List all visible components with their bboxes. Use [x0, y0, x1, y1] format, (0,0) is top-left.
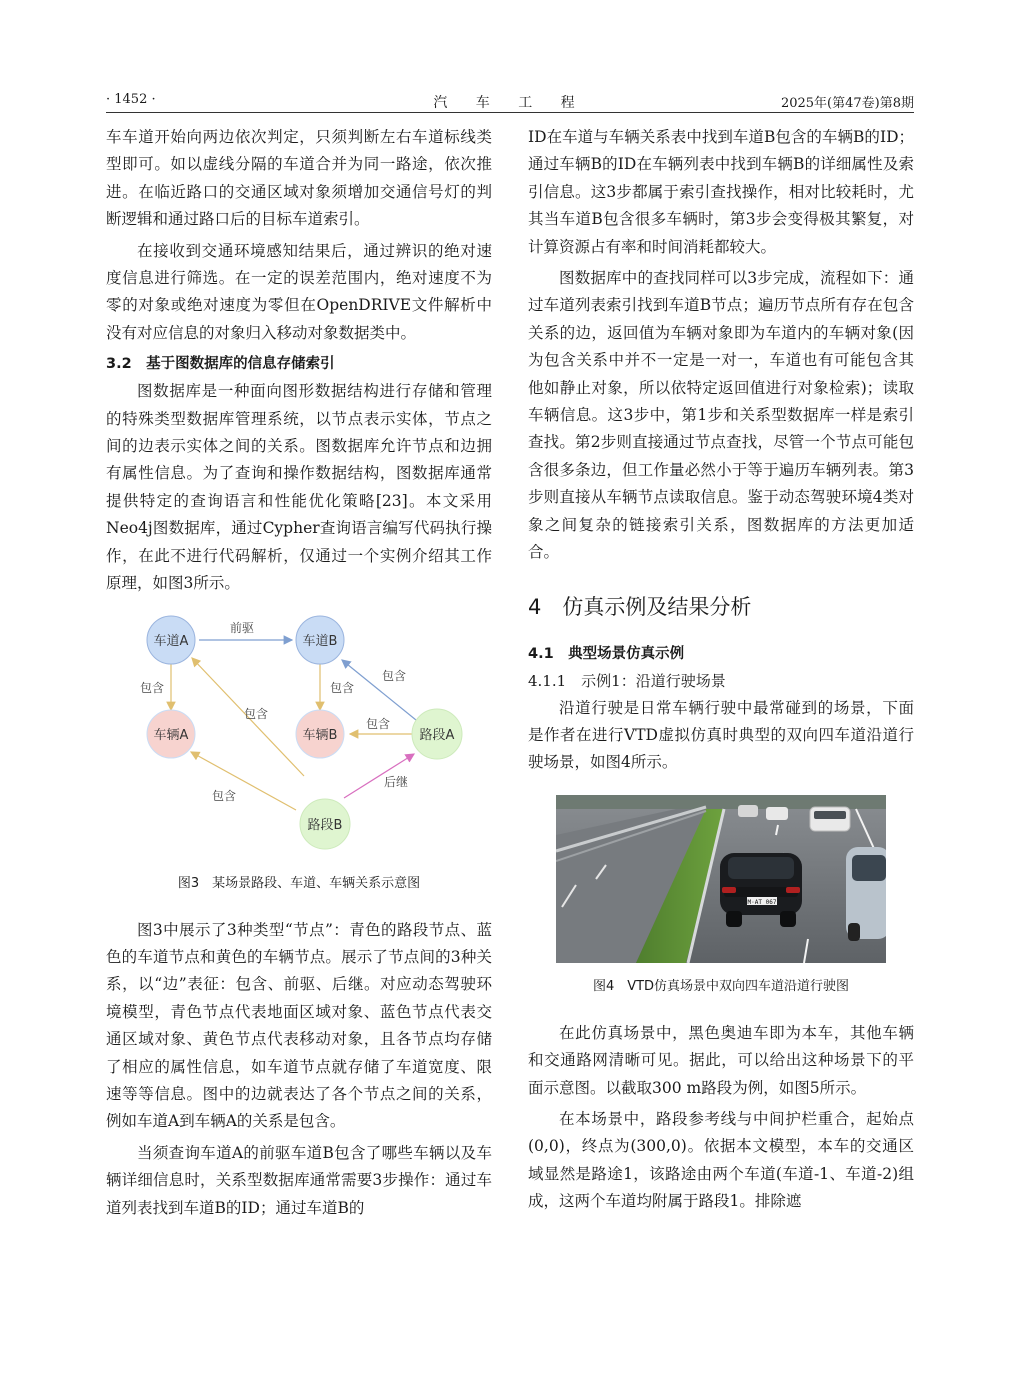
paragraph: 在接收到交通环境感知结果后，通过辨识的绝对速度信息进行筛选。在一定的误差范围内，绝对速度不为零的对象或绝对速度为零但在OpenDRIVE文件解析中没有对应信息的对象归入移动对象数据类中。: [106, 241, 492, 342]
running-header: [106, 90, 914, 113]
paragraph: 当须查询车道A的前驱车道B包含了哪些车辆以及车辆详细信息时，关系型数据库通常需要3步操作：通过车道列表找到车道B的ID；通过车道B的: [106, 1143, 492, 1217]
journal-name: 汽 车 工 程: [433, 95, 587, 111]
relation-diagram: [106, 614, 492, 864]
edge-label-contains: 包含: [139, 680, 165, 695]
paragraph: ID在车道与车辆关系表中找到车道B包含的车辆B的ID；通过车辆B的ID在车辆列表中找到车辆B的详细属性及索引信息。这3步都属于索引查找操作，相对比较耗时，尤其当车道B包含很多车辆时，第3步会变得极其繁复，对计算资源占有率和时间消耗都较大。: [528, 128, 914, 256]
license-plate: M·AT 067: [747, 898, 777, 906]
paragraph: 图3中展示了3种类型“节点”：青色的路段节点、蓝色的车道节点和黄色的车辆节点。展示了节点间的3种关系，以“边”表征：包含、前驱、后继。对应动态驾驶环境模型，青色节点代表地面区域对象、蓝色节点代表交通区域对象、黄色节点代表移动对象，且各节点均存储了相应的属性信息，如车道节点就存储了车道宽度、限速等等信息。图中的边就表达了各个节点之间的关系，例如车道A到车辆A的关系是包含。: [106, 920, 492, 1131]
issue-info: 2025年(第47卷)第8期: [780, 96, 914, 111]
edge-label-successor: 后继: [383, 774, 409, 789]
section-heading-3-2: 3.2 基于图数据库的信息存储索引: [106, 356, 335, 373]
left-column: [106, 124, 492, 1226]
figure-4-simulation-image: [556, 795, 886, 963]
edge-contains: [191, 752, 296, 810]
edge-label-contains: 包含: [365, 716, 391, 731]
figure-4-caption: 图4 VTD仿真场景中双向四车道沿道行驶图: [592, 978, 850, 994]
right-column: [528, 124, 914, 1220]
paragraph: 沿道行驶是日常车辆行驶中最常碰到的场景，下面是作者在进行VTD虚拟仿真时典型的双向四车道沿道行驶场景，如图4所示。: [528, 698, 914, 772]
paragraph: 图数据库中的查找同样可以3步完成，流程如下：通过车道列表索引找到车道B节点；遍历节点所有存在包含关系的边，返回值为车辆对象即为车道内的车辆对象(因为包含关系中并不一定是一对一，车道也有可能包含其他如静止对象，所以依特定返回值进行对象检索)；读取车辆信息。这3步中，第1步和关系型数据库一样是索引查找。第2步则直接通过节点查找，尽管一个节点可能包含很多条边，但工作量必然小于等于遍历车辆列表。第3步则直接从车辆节点读取信息。鉴于动态驾驶环境4类对象之间复杂的链接索引关系，图数据库的方法更加适合。: [528, 269, 914, 562]
section-heading-4: 4 仿真示例及结果分析: [528, 594, 752, 619]
paragraph: 图数据库是一种面向图形数据结构进行存储和管理的特殊类型数据库管理系统，以节点表示实体，节点之间的边表示实体之间的关系。图数据库允许节点和边拥有属性信息。为了查询和操作数据结构，图数据库通常提供特定的查询语言和性能优化策略[23]。本文采用Neo4j图数据库，通过Cypher查询语言编写代码执行操作，在此不进行代码解析，仅通过一个实例介绍其工作原理，如图3所示。: [106, 382, 492, 593]
edge-label-contains: 包含: [243, 706, 269, 721]
label-vehicle-a: 车辆A: [153, 727, 189, 743]
label-vehicle-b: 车辆B: [302, 727, 338, 743]
label-lane-a: 车道A: [153, 633, 189, 649]
label-lane-b: 车道B: [302, 633, 338, 649]
paragraph: 在本场景中，路段参考线与中间护栏重合，起始点(0,0)，终点为(300,0)。依据本文模型，本车的交通区域显然是路途1，该路途由两个车道(车道-1、车道-2)组成，这两个车道均附属于路段1。排除遮: [528, 1109, 914, 1211]
label-road-b: 路段B: [307, 817, 343, 833]
edge-label-contains: 包含: [211, 788, 237, 803]
simulation-scene: [556, 795, 886, 963]
figure-3: [106, 614, 492, 864]
edge-label-contains: 包含: [381, 668, 407, 683]
subsection-heading-4-1-1: 4.1.1 示例1：沿道行驶场景: [528, 671, 726, 690]
section-heading-4-1: 4.1 典型场景仿真示例: [528, 645, 685, 662]
figure-3-caption: 图3 某场景路段、车道、车辆关系示意图: [177, 875, 421, 891]
page-number: · 1452 ·: [106, 92, 156, 107]
paragraph: 在此仿真场景中，黑色奥迪车即为本车，其他车辆和交通路网清晰可见。据此，可以给出这种场景下的平面示意图。以截取300 m路段为例，如图5所示。: [528, 1023, 914, 1097]
edge-label-contains: 包含: [329, 680, 355, 695]
paragraph: 车车道开始向两边依次判定，只须判断左右车道标线类型即可。如以虚线分隔的车道合并为同一路途，依次推进。在临近路口的交通区域对象须增加交通信号灯的判断逻辑和通过路口后的目标车道索引。: [106, 128, 492, 229]
label-road-a: 路段A: [419, 727, 455, 743]
edge-label-predecessor: 前驱: [229, 620, 255, 635]
